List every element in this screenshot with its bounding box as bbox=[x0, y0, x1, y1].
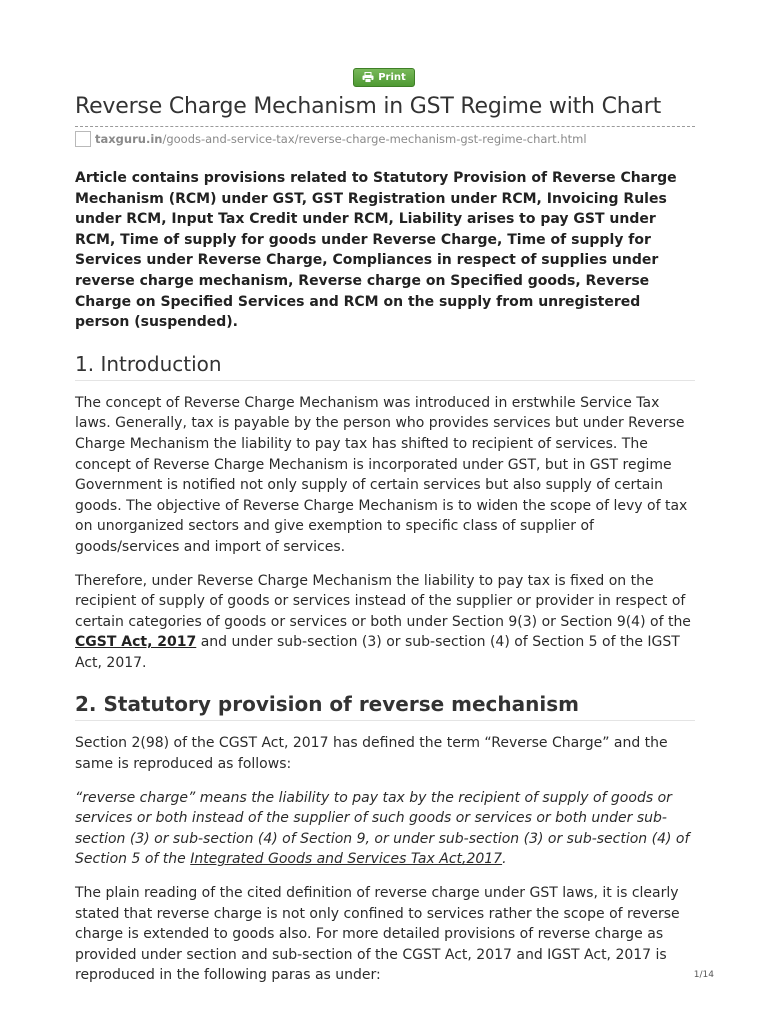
title-divider bbox=[75, 126, 695, 127]
print-button[interactable] bbox=[353, 68, 415, 87]
cgst-act-link[interactable]: CGST Act, 2017 bbox=[75, 634, 197, 651]
definition-quote-text: “reverse charge” means the liability to pay tax by the recipient of supply of goods or services or both instead of the supplier of such goods or services or both under sub-section (3) or sub-section (4) of Section 9, or under sub-section (3) or sub-section (4) of Section 5 of the bbox=[75, 789, 690, 868]
page-title: Reverse Charge Mechanism in GST Regime with Chart bbox=[75, 94, 662, 119]
statutory-paragraph-2: The plain reading of the cited definition of reverse charge under GST laws, it is clearly stated that reverse charge is not only confined to services rather the scope of reverse charge is extended to goods also. For more detailed provisions of reverse charge as provided under section and sub-section of the CGST Act, 2017 and IGST Act, 2017 is reproduced in the following paras as under: bbox=[75, 885, 680, 984]
section-heading-introduction: 1. Introduction bbox=[75, 351, 695, 381]
definition-quote-end: . bbox=[502, 851, 507, 868]
article-body bbox=[75, 168, 695, 999]
url-path: /goods-and-service-tax/reverse-charge-mechanism-gst-regime-chart.html bbox=[162, 132, 587, 146]
intro-paragraph-1: The concept of Reverse Charge Mechanism was introduced in erstwhile Service Tax laws. Generally, tax is payable by the person who provides services but under Reverse Charge Mechanism the liability to pay tax has shifted to recipient of services. The concept of Reverse Charge Mechanism is incorporated under GST, but in GST regime Government is notified not only supply of certain services but also supply of certain goods. The objective of Reverse Charge Mechanism is to widen the scope of levy of tax on unorganized sectors and give exemption to specific class of supplier of goods/services and import of services. bbox=[75, 394, 688, 555]
igst-act-link[interactable]: Integrated Goods and Services Tax Act,2017 bbox=[190, 851, 503, 868]
statutory-paragraph-1: Section 2(98) of the CGST Act, 2017 has defined the term “Reverse Charge” and the same is reproduced as follows: bbox=[75, 735, 668, 773]
section-heading-statutory: 2. Statutory provision of reverse mechanism bbox=[75, 691, 695, 721]
intro-paragraph-2 bbox=[75, 571, 695, 674]
intro-paragraph-2-text-a: Therefore, under Reverse Charge Mechanism the liability to pay tax is fixed on the recipient of supply of goods or services instead of the supplier or provider in respect of certain categories of goods or services or both under Section 9(3) or Section 9(4) of the bbox=[75, 572, 691, 630]
intro-paragraph-2-text-b: and under sub-section (3) or sub-section (4) of Section 5 of the IGST Act, 2017. bbox=[75, 634, 680, 671]
printer-icon bbox=[362, 72, 374, 83]
url-domain: taxguru.in bbox=[95, 132, 163, 146]
page-number: 1/14 bbox=[693, 970, 714, 980]
print-button-label: Print bbox=[378, 72, 406, 83]
definition-quote bbox=[75, 788, 695, 870]
article-lead: Article contains provisions related to Statutory Provision of Reverse Charge Mechanism (RCM) under GST, GST Registration under RCM, Invoicing Rules under RCM, Input Tax Credit under RCM, Liability arises to pay GST under RCM, Time of supply for goods under Reverse Charge, Time of supply for Services under Reverse Charge, Compliances in respect of supplies under reverse charge mechanism, Reverse charge on Specified goods, Reverse Charge on Specified Services and RCM on the supply from unregistered person (suspended). bbox=[75, 170, 677, 331]
favicon-icon bbox=[75, 131, 91, 147]
source-url[interactable] bbox=[75, 130, 587, 148]
